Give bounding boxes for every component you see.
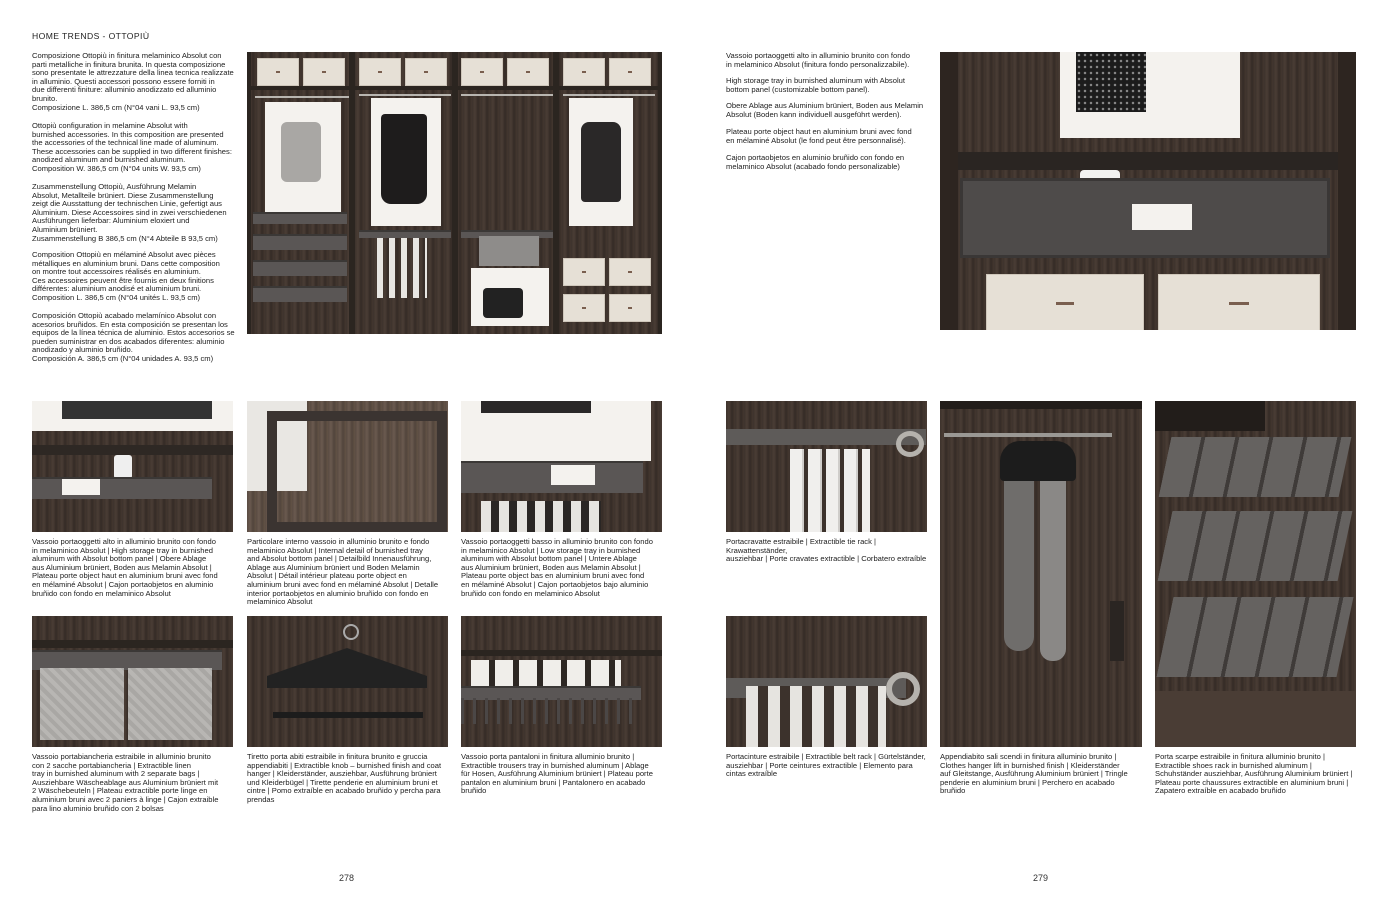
left-intro-it: Composizione Ottopiù in finitura melaminico Absolut con parti metalliche in finitura brunita. In questa composizione sono presentate le attrezzature della linea tecnica realizzate in alluminio. Questi accessori possono essere forniti in due differenti finiture: alluminio anodizzato ed alluminio brunito. Composizione L. 386,5 cm (N°04 vani L. 93,5 cm) <box>32 51 234 112</box>
left-intro-de: Zusammenstellung Ottopiù, Ausführung Melamin Absolut, Metallteile brüniert. Diese Zusammenstellung zeigt die Ausstattung der technischen Linie, gefertigt aus Aluminium. Diese Accessoires sind in zwei verschiedenen Ausführungen lieferbar: Aluminium eloxiert und Aluminium brüniert. Zusammenstellung B 386,5 cm (N°4 Abteile B 93,5 cm) <box>32 182 227 243</box>
caption-clothes-lift: Appendiabito sali scendi in finitura alluminio brunito | Clothes hanger lift in burnished finish | Kleiderständer auf Gleitstange, Ausführung Aluminium brüniert | Tringle penderie en aluminium bruni | Perchero en acabado bruñido <box>940 752 1128 796</box>
caption-tray-internal-detail: Particolare interno vassoio in alluminio brunito e fondo melaminico Absolut | Internal detail of burnished tray and Absolut bottom panel | Detailbild Innenausführung, Ablage aus Aluminium brüniert und Boden Melamin Absolut | Détail intérieur plateau porte object en aluminium bruni avec fond en mélaminé Absolut | Detalle interior portaobjetos en aluminio bruñido con fondo en melaminico Absolut <box>247 537 439 607</box>
caption-high-storage-tray: Vassoio portaoggetti alto in alluminio brunito con fondo in melaminico Absolut | High storage tray in burnished aluminum with Absolut bottom panel | Obere Ablage aus Aluminium brüniert, Boden aus Melamin Absolut | Plateau porte object haut en aluminium bruni avec fond en mélaminé Absolut | Cajon portaobjetos en aluminio bruñido con fondo en melaminico Absolut <box>32 537 218 598</box>
right-intro-it: Vassoio portaoggetti alto in alluminio brunito con fondo in melaminico Absolut (finitura fondo personalizzabile). <box>726 51 910 69</box>
wardrobe-composition-photo <box>247 52 662 334</box>
low-storage-tray-photo <box>461 401 662 532</box>
belt-rack-photo <box>726 616 927 747</box>
caption-coat-hanger: Tiretto porta abiti estraibile in finitura brunito e gruccia appendiabiti | Extractible knob – burnished finish and coat hanger | Kleiderständer, ausziehbar, Ausführung brüniert und Kleiderbügel | Tirette penderie en aluminium bruni et cintre | Pomo extraíble en acabado bruñido y percha para prendas <box>247 752 442 804</box>
page-number-right: 279 <box>1033 873 1049 883</box>
right-intro-es: Cajon portaobjetos en aluminio bruñido con fondo en melaminico Absolut (acabado fondo personalizable) <box>726 153 905 171</box>
linen-tray-photo <box>32 616 233 747</box>
right-intro-fr: Plateau porte object haut en aluminium bruni avec fond en mélaminé Absolut (le fond peut être personnalisé). <box>726 127 912 145</box>
trousers-tray-photo <box>461 616 662 747</box>
high-storage-tray-photo <box>32 401 233 532</box>
tray-internal-detail-photo <box>247 401 448 532</box>
left-intro-es: Composición Ottopiù acabado melamínico Absolut con acesorios bruñidos. En esta composición se presentan los equipos de la línea técnica de aluminio. Estos accesorios se pueden suministrar en dos acabados diferentes: aluminio anodizado y aluminio bruñido. Composición A. 386,5 cm (N°04 unidades A. 93,5 cm) <box>32 311 235 363</box>
caption-linen-tray: Vassoio portabiancheria estraibile in alluminio brunito con 2 sacche portabiancheria | Extractible linen tray in burnished aluminum with 2 separate bags | Ausziehbare Wäscheablage aus Aluminium brüniert mit 2 Wäschebeuteln | Plateau extractible porte linge en aluminium bruni avec 2 paniers à linge | Cajon extraible para lino aluminio bruñido con 2 bolsas <box>32 752 219 813</box>
section-title: HOME TRENDS - OTTOPIÙ <box>32 31 150 41</box>
caption-trousers-tray: Vassoio porta pantaloni in finitura alluminio brunito | Extractible trousers tray in burnished aluminum | Ablage für Hosen, Ausführung Aluminium brüniert | Plateau porte pantalon en aluminium bruni | Pantalonero en acabado bruñido <box>461 752 653 796</box>
coat-hanger-photo <box>247 616 448 747</box>
left-intro-fr: Composition Ottopiù en mélaminé Absolut avec pièces métalliques en aluminium bruni. Dans cette composition on montre tout accessoires réalisés en aluminium. Ces accessoires peuvent être fournis en deux finitions différentes: aluminium anodisé et aluminium bruni. Composition L. 386,5 cm (N°04 unités L. 93,5 cm) <box>32 250 220 302</box>
high-storage-tray-closeup-photo <box>940 52 1356 330</box>
page-number-left: 278 <box>339 873 355 883</box>
right-intro-de: Obere Ablage aus Aluminium brüniert, Boden aus Melamin Absolut (Boden kann individuell ausgeführt werden). <box>726 101 924 119</box>
caption-tie-rack: Portacravatte estraibile | Extractible tie rack | Krawattenständer, ausziehbar | Porte cravates extractible | Corbatero extraíble <box>726 537 927 564</box>
caption-belt-rack: Portacinture estraibile | Extractible belt rack | Gürtelständer, ausziehbar | Porte ceintures extractible | Elemento para cintas extraíble <box>726 752 926 779</box>
clothes-lift-photo <box>940 401 1142 747</box>
shoe-rack-photo <box>1155 401 1356 747</box>
caption-low-storage-tray: Vassoio portaoggetti basso in alluminio brunito con fondo in melaminico Absolut | Low storage tray in burnished aluminum with Absolut bottom panel | Untere Ablage aus Aluminium brüniert, Boden aus Melamin Absolut | Plateau porte object bas en aluminium bruni avec fond en mélaminé Absolut | Cajon portaobjetos bajo aluminio bruñido con fondo en melaminico Absolut <box>461 537 653 598</box>
right-intro-en: High storage tray in burnished aluminum with Absolut bottom panel (customizable bottom panel). <box>726 76 905 94</box>
caption-shoe-rack: Porta scarpe estraibile in finitura alluminio brunito | Extractible shoes rack in burnished aluminum | Schuhständer ausziehbar, Ausführung Aluminium brüniert | Plateau porte chaussures extractible en aluminium bruni | Zapatero extraíble en acabado bruñido <box>1155 752 1353 796</box>
left-intro-en: Ottopiù configuration in melamine Absolut with burnished accessories. In this composition are presented the accessories of the technical line made of aluminum. These accessories can be supplied in two different finishes: anodized aluminum and burnished aluminum. Composition W. 386,5 cm (N°04 units W. 93,5 cm) <box>32 121 232 173</box>
tie-rack-photo <box>726 401 927 532</box>
